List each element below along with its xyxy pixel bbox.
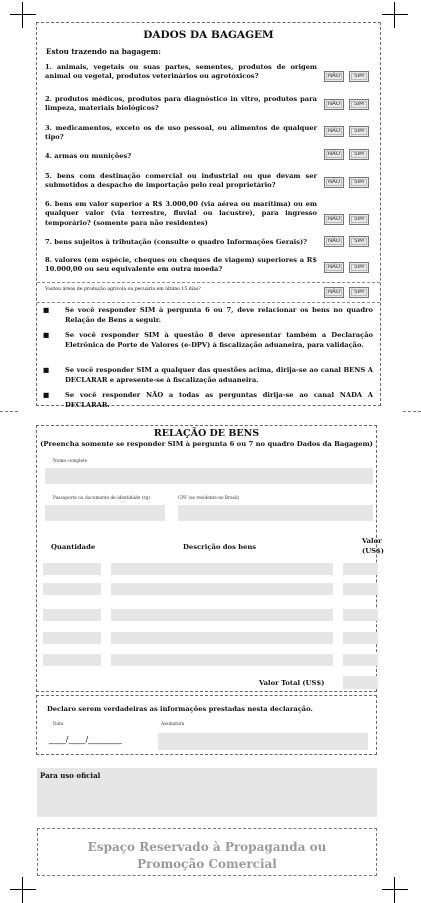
uso-oficial-panel [37, 768, 377, 817]
crop-mark [22, 2, 23, 28]
question-4: 4. armas ou munições? [45, 152, 132, 160]
question-areas-sim-checkbox[interactable]: SIM [349, 287, 369, 298]
question-6: 6. bens em valor superior a R$ 3.000,00 (via aérea ou marítima) ou em qualquer valor (via terrestre, fluvial ou lacustre), para ingresso temporário? (somente para não residentes) [45, 200, 317, 227]
valor-cell[interactable] [343, 654, 378, 666]
crop-mark [22, 877, 23, 903]
crop-mark [382, 889, 408, 890]
question-5-nao-checkbox[interactable]: NÃO [324, 177, 344, 188]
declaracao-text: Declaro serem verdadeiras as informações prestadas nesta declaração. [47, 705, 313, 713]
crop-mark [10, 14, 36, 15]
instruction-text: Se você responder SIM à questão 8 deve apresentar também a Declaração Eletrônica de Porte de Valores (e-DPV) à fiscalização aduaneira, para validação. [65, 331, 373, 349]
question-areas-agricolas: Visitou áreas de produção agrícola ou pecuária em último 15 dias? [45, 287, 201, 292]
question-7-sim-checkbox[interactable]: SIM [349, 236, 369, 247]
question-2-sim-checkbox[interactable]: SIM [349, 99, 369, 110]
question-1-sim-checkbox[interactable]: SIM [349, 71, 369, 82]
instruction-bullet [43, 366, 373, 385]
descricao-cell[interactable] [111, 563, 333, 575]
bullet-square-icon: ■ [43, 306, 50, 314]
question-5: 5. bens com destinação comercial ou industrial ou que devam ser submetidos a despacho de importação pelo real proprietário? [45, 172, 317, 190]
dados-da-bagagem-panel [36, 22, 381, 409]
question-1-nao-checkbox[interactable]: NÃO [324, 71, 344, 82]
question-3-sim-checkbox[interactable]: SIM [349, 126, 369, 137]
crop-mark [382, 14, 408, 15]
quantidade-cell[interactable] [43, 583, 101, 595]
instruction-text: Se você responder NÃO a todas as perguntas dirija-se ao canal NADA A DECLARAR. [65, 391, 373, 409]
nome-label: Nome completo [53, 459, 88, 464]
declaracao-panel [36, 695, 377, 755]
question-6-nao-checkbox[interactable]: NÃO [324, 214, 344, 225]
question-8-sim-checkbox[interactable]: SIM [349, 262, 369, 273]
bullet-square-icon: ■ [43, 366, 50, 374]
crop-mark [10, 889, 36, 890]
descricao-cell[interactable] [111, 609, 333, 621]
cpf-label: CPF (se residente no Brasil) [178, 496, 240, 501]
crop-mark [394, 877, 395, 903]
quantidade-cell[interactable] [43, 609, 101, 621]
instruction-text: Se você responder SIM à pergunta 6 ou 7, deve relacionar os bens no quadro Relação de Bens a seguir. [65, 306, 373, 324]
relacao-subtitle: (Preencha somente se responder SIM à pergunta 6 ou 7 no quadro Dados da Bagagem) [40, 440, 373, 448]
valor-total-label: Valor Total (US$) [259, 679, 325, 687]
valor-cell[interactable] [343, 583, 378, 595]
fold-mark-left [0, 411, 18, 412]
data-label: Data [53, 722, 64, 727]
separator [37, 302, 380, 303]
propaganda-line-2: Promoção Comercial [137, 857, 277, 872]
col-quantidade-header: Quantidade [51, 543, 96, 551]
question-3: 3. medicamentos, exceto os de uso pessoal, ou alimentos de qualquer tipo? [45, 124, 317, 142]
instruction-text: Se você responder SIM a qualquer das questões acima, dirija-se ao canal BENS A DECLARAR e apresente-se à fiscalização aduaneira. [65, 366, 373, 384]
relacao-de-bens-panel [36, 425, 384, 692]
question-7: 7. bens sujeitos à tributação (consulte o quadro Informações Gerais)? [45, 238, 308, 246]
question-4-sim-checkbox[interactable]: SIM [349, 149, 369, 160]
bullet-square-icon: ■ [43, 331, 50, 339]
valor-cell[interactable] [343, 632, 378, 644]
quantidade-cell[interactable] [43, 632, 101, 644]
assinatura-field[interactable] [158, 733, 368, 750]
question-1: 1. animais, vegetais ou suas partes, sementes, produtos de origem animal ou vegetal, produtos veterinários ou agrotóxicos? [45, 63, 317, 81]
descricao-cell[interactable] [111, 654, 333, 666]
descricao-cell[interactable] [111, 583, 333, 595]
cpf-field[interactable] [178, 505, 373, 521]
question-5-sim-checkbox[interactable]: SIM [349, 177, 369, 188]
bagagem-title: DADOS DA BAGAGEM [143, 29, 274, 41]
question-8: 8. valores (em espécie, cheques ou cheques de viagem) superiores a R$ 10.000,00 ou seu equivalente em outra moeda? [45, 256, 317, 274]
col-descricao-header: Descrição dos bens [183, 543, 257, 551]
crop-mark [394, 2, 395, 28]
instruction-bullet [43, 331, 373, 350]
question-areas-nao-checkbox[interactable]: NÃO [324, 287, 344, 298]
assinatura-label: Assinatura [161, 722, 185, 727]
question-7-nao-checkbox[interactable]: NÃO [324, 236, 344, 247]
fold-mark-right [403, 411, 421, 412]
question-3-nao-checkbox[interactable]: NÃO [324, 126, 344, 137]
date-field[interactable]: ____/____/________ [49, 735, 122, 744]
valor-cell[interactable] [343, 609, 378, 621]
separator [37, 282, 380, 283]
question-6-sim-checkbox[interactable]: SIM [349, 214, 369, 225]
question-4-nao-checkbox[interactable]: NÃO [324, 149, 344, 160]
quantidade-cell[interactable] [43, 654, 101, 666]
question-8-nao-checkbox[interactable]: NÃO [324, 262, 344, 273]
bagagem-intro: Estou trazendo na bagagem: [46, 47, 161, 56]
propaganda-text [38, 839, 376, 874]
passaporte-label: Passaporte ou documento de identidade (rg) [53, 496, 150, 501]
propaganda-panel [37, 828, 377, 876]
instruction-bullet [43, 391, 373, 409]
question-2-nao-checkbox[interactable]: NÃO [324, 99, 344, 110]
relacao-title: RELAÇÃO DE BENS [153, 428, 260, 439]
valor-total-field[interactable] [343, 676, 378, 689]
propaganda-line-1: Espaço Reservado à Propaganda ou [87, 840, 327, 854]
uso-oficial-label: Para uso oficial [40, 771, 101, 780]
quantidade-cell[interactable] [43, 563, 101, 575]
passaporte-field[interactable] [45, 505, 165, 521]
question-2: 2. produtos médicos, produtos para diagnóstico in vitro, produtos para limpeza, materiais biológicos? [45, 95, 317, 113]
valor-cell[interactable] [343, 563, 378, 575]
bullet-square-icon: ■ [43, 391, 50, 399]
descricao-cell[interactable] [111, 632, 333, 644]
col-valor-header: Valor (US$) [362, 537, 384, 555]
nome-field[interactable] [45, 468, 373, 484]
instruction-bullet [43, 306, 373, 325]
